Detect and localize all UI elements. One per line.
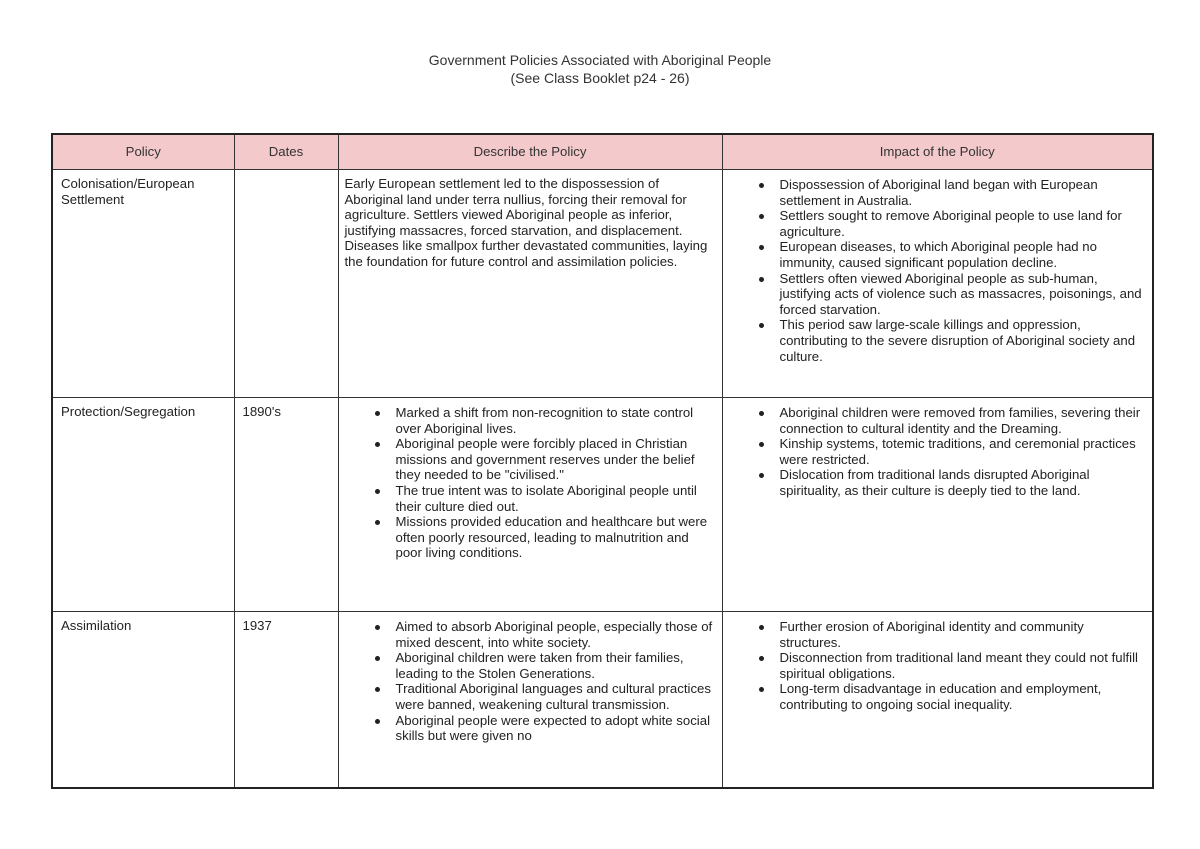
header-describe: Describe the Policy (338, 134, 722, 170)
impact-cell (722, 398, 1153, 612)
list-item: Aboriginal children were taken from their families, leading to the Stolen Generations. (339, 650, 716, 681)
describe-cell (338, 170, 722, 398)
header-dates: Dates (234, 134, 338, 170)
table-row (52, 398, 1153, 612)
list-item: The true intent was to isolate Aboriginal people until their culture died out. (339, 483, 716, 514)
impact-list (723, 170, 1153, 364)
policy-dates: 1937 (242, 618, 272, 633)
table-row (52, 612, 1153, 789)
policy-cell (52, 612, 234, 789)
list-item: This period saw large-scale killings and oppression, contributing to the severe disruption of Aboriginal society and culture. (723, 317, 1147, 364)
list-item: Disconnection from traditional land meant they could not fulfill spiritual obligations. (723, 650, 1147, 681)
policy-description: Early European settlement led to the dispossession of Aboriginal land under terra nullius, forcing their removal for agriculture. Settlers viewed Aboriginal people as inferior, justifying massacres, forced starvation, and displacement. Diseases like smallpox further devastated communities, laying the foundation for future control and assimilation policies. (344, 176, 708, 269)
list-item: Dislocation from traditional lands disrupted Aboriginal spirituality, as their culture is deeply tied to the land. (723, 467, 1147, 498)
dates-cell (234, 398, 338, 612)
list-item: Settlers often viewed Aboriginal people as sub-human, justifying acts of violence such as massacres, poisonings, and forced starvation. (723, 271, 1147, 318)
impact-list (723, 398, 1153, 499)
policy-cell (52, 170, 234, 398)
header-policy: Policy (52, 134, 234, 170)
list-item: Kinship systems, totemic traditions, and ceremonial practices were restricted. (723, 436, 1147, 467)
policy-table (51, 133, 1154, 789)
list-item: Missions provided education and healthcare but were often poorly resourced, leading to malnutrition and poor living conditions. (339, 514, 716, 561)
description-list (339, 398, 722, 561)
dates-cell (234, 612, 338, 789)
list-item: Further erosion of Aboriginal identity and community structures. (723, 619, 1147, 650)
impact-cell (722, 612, 1153, 789)
list-item: Dispossession of Aboriginal land began with European settlement in Australia. (723, 177, 1147, 208)
policy-name: Colonisation/European Settlement (61, 176, 195, 207)
document-title (0, 51, 1200, 87)
list-item: Aimed to absorb Aboriginal people, especially those of mixed descent, into white society. (339, 619, 716, 650)
list-item: Aboriginal people were forcibly placed in Christian missions and government reserves under the belief they needed to be "civilised." (339, 436, 716, 483)
policy-name: Assimilation (61, 618, 132, 633)
list-item: Traditional Aboriginal languages and cultural practices were banned, weakening cultural transmission. (339, 681, 716, 712)
header-impact: Impact of the Policy (722, 134, 1153, 170)
table-header-row (52, 134, 1153, 170)
dates-cell (234, 170, 338, 398)
description-list (339, 612, 722, 744)
impact-list (723, 612, 1153, 713)
list-item: Aboriginal people were expected to adopt white social skills but were given no (339, 713, 716, 744)
title-line-2: (See Class Booklet p24 - 26) (510, 70, 690, 86)
describe-cell (338, 612, 722, 789)
table-row (52, 170, 1153, 398)
policy-cell (52, 398, 234, 612)
describe-cell (338, 398, 722, 612)
list-item: Settlers sought to remove Aboriginal people to use land for agriculture. (723, 208, 1147, 239)
list-item: Long-term disadvantage in education and employment, contributing to ongoing social inequality. (723, 681, 1147, 712)
list-item: Marked a shift from non-recognition to state control over Aboriginal lives. (339, 405, 716, 436)
title-line-1: Government Policies Associated with Aboriginal People (428, 52, 772, 68)
impact-cell (722, 170, 1153, 398)
policy-name: Protection/Segregation (61, 404, 196, 419)
policy-dates: 1890's (242, 404, 281, 419)
list-item: Aboriginal children were removed from families, severing their connection to cultural identity and the Dreaming. (723, 405, 1147, 436)
list-item: European diseases, to which Aboriginal people had no immunity, caused significant population decline. (723, 239, 1147, 270)
policy-dates (235, 170, 338, 176)
